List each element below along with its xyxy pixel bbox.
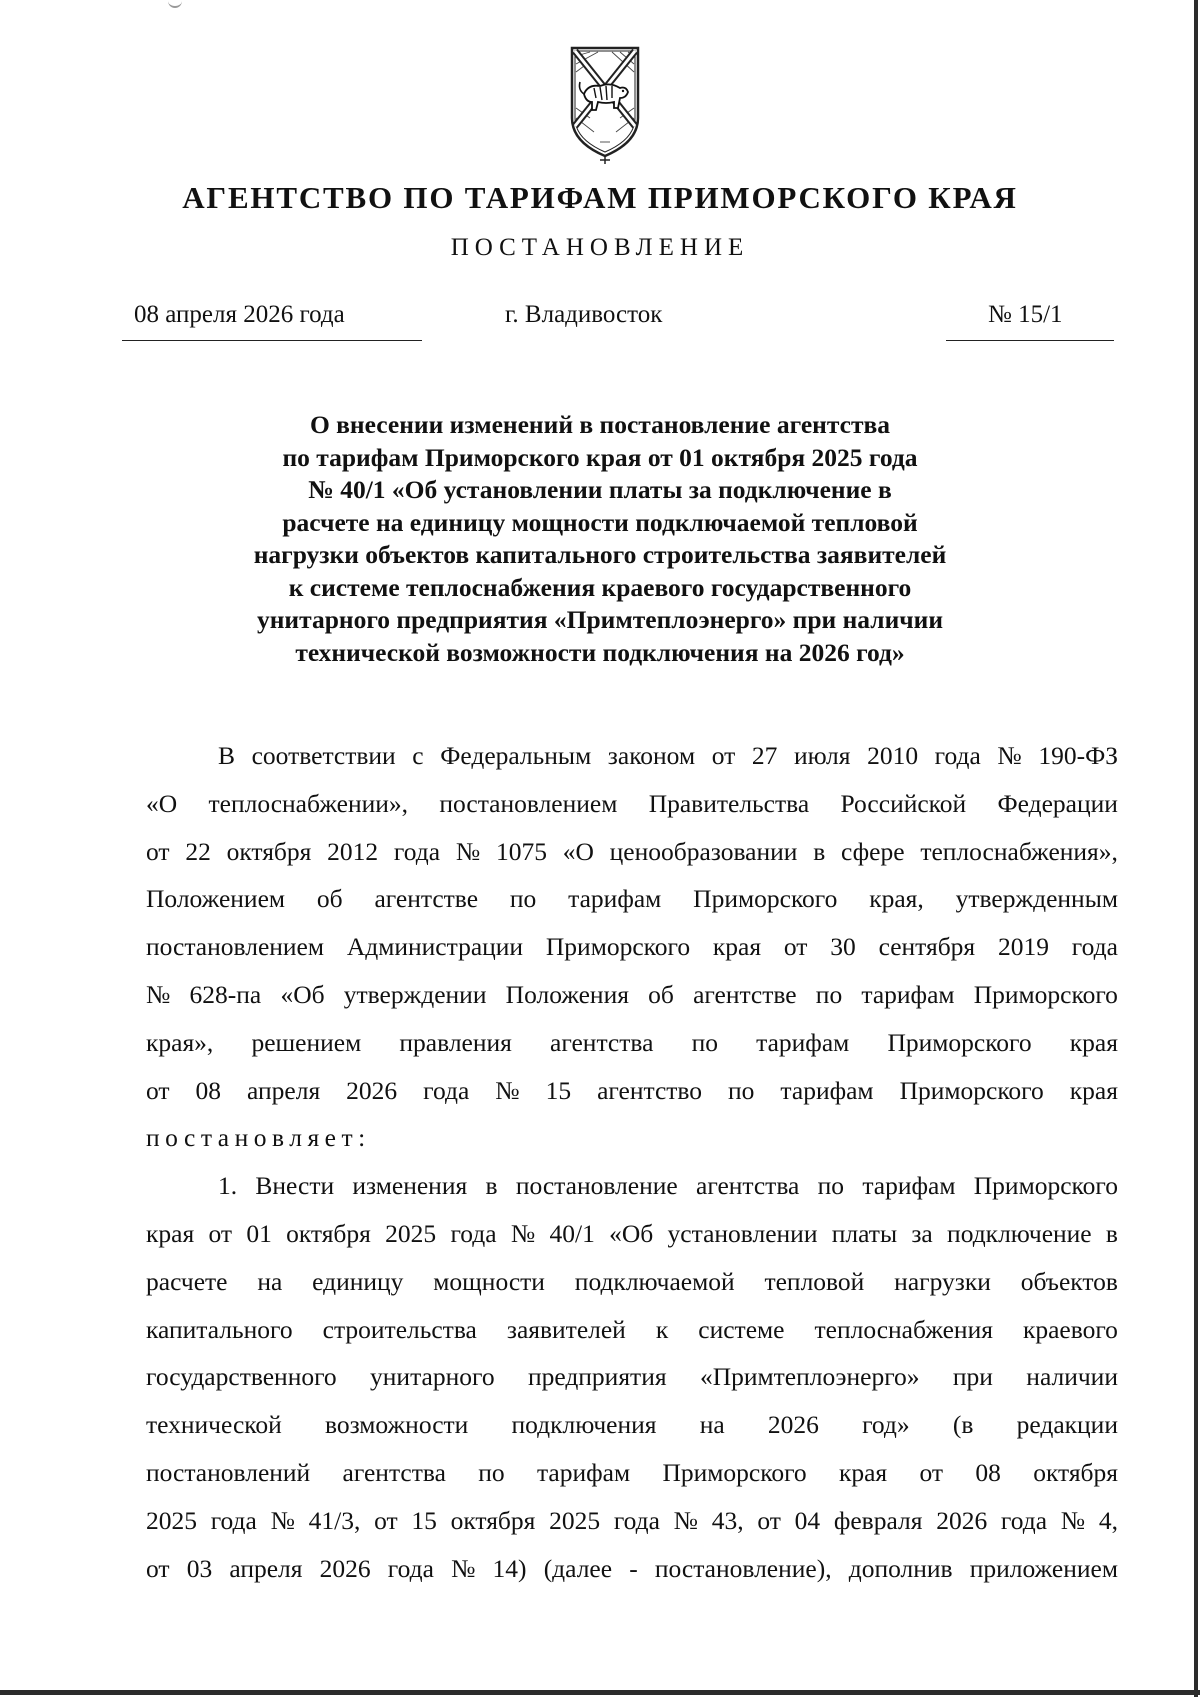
- body-word: края: [712, 932, 762, 962]
- body-word: №: [495, 1075, 520, 1105]
- page-border-bottom: [0, 1690, 1200, 1695]
- body-line: [146, 780, 1118, 828]
- body-line: [146, 732, 1118, 780]
- body-word: постановлением: [146, 932, 325, 962]
- body-word: в: [813, 836, 826, 866]
- body-word: на: [257, 1266, 283, 1296]
- body-word: (далее: [543, 1553, 613, 1583]
- body-word: 01: [246, 1218, 272, 1248]
- body-word: тарифам: [780, 1075, 874, 1105]
- body-word: наличии: [1026, 1362, 1118, 1392]
- body-word: изменения: [352, 1171, 468, 1201]
- body-word: 2026: [319, 1553, 371, 1583]
- body-word: постановлений: [146, 1457, 311, 1487]
- body-word: агентстве: [374, 884, 479, 914]
- body-word: края: [1069, 1075, 1118, 1105]
- body-word: постановление),: [654, 1553, 832, 1583]
- body-word: с: [412, 741, 424, 770]
- body-word: края,: [869, 884, 924, 914]
- body-word: 27: [751, 741, 778, 770]
- subject-line: по тарифам Приморского края от 01 октября 2025 года: [282, 442, 918, 472]
- subject-line: унитарного предприятия «Примтеплоэнерго» при наличии: [256, 605, 944, 634]
- subject-line: технической возможности подключения на 2026 год»: [295, 637, 905, 667]
- body-word: дополнив: [848, 1553, 953, 1583]
- body-word: мощности: [433, 1266, 545, 1296]
- body-word: подключения: [511, 1410, 657, 1440]
- body-word: 15: [411, 1505, 437, 1535]
- body-word: нагрузки: [894, 1266, 991, 1296]
- body-word: года: [387, 1553, 434, 1583]
- body-word: утверждении: [343, 979, 487, 1009]
- body-word: года: [423, 1075, 470, 1105]
- body-word: 2026: [767, 1410, 819, 1440]
- body-word: по: [815, 979, 843, 1009]
- document-city: г. Владивосток: [505, 301, 663, 328]
- body-word: предприятия: [527, 1362, 667, 1392]
- body-word: №: [451, 1553, 476, 1583]
- body-word: 43,: [711, 1505, 744, 1535]
- body-word: тепловой: [764, 1266, 865, 1296]
- body-word: края»,: [146, 1027, 214, 1057]
- body-word: 2026: [936, 1505, 988, 1535]
- document-subject: [180, 409, 1020, 669]
- body-line: [146, 1258, 1118, 1306]
- body-word: постановлением: [439, 788, 618, 818]
- body-word: капитального: [146, 1314, 293, 1344]
- body-word: единицу: [312, 1266, 404, 1296]
- scan-mark: [168, 0, 182, 8]
- body-word: апреля: [229, 1553, 303, 1583]
- body-word: теплоснабжении»,: [208, 788, 409, 818]
- body-word: №: [146, 979, 171, 1009]
- body-word: решением: [251, 1027, 362, 1057]
- body-word: агентство: [597, 1075, 703, 1105]
- body-word: расчете: [146, 1266, 228, 1296]
- body-word: Приморского: [662, 1457, 807, 1487]
- body-word: октября: [1033, 1457, 1118, 1487]
- subject-line: к системе теплоснабжения краевого государственного: [288, 572, 912, 602]
- document-type: ПОСТАНОВЛЕНИЕ: [450, 234, 750, 261]
- body-word: строительства: [322, 1314, 477, 1344]
- body-word: Внести: [255, 1171, 335, 1201]
- body-word: 04: [794, 1505, 821, 1535]
- body-word: 30: [830, 932, 856, 962]
- body-word: В: [218, 741, 236, 770]
- body-word: 1075: [495, 836, 547, 866]
- body-line: [146, 1497, 1118, 1545]
- body-word: по: [817, 1171, 845, 1201]
- body-word: в: [485, 1171, 498, 1201]
- body-word: на: [699, 1410, 725, 1440]
- body-word: Федеральным: [440, 741, 592, 770]
- body-word: заявителей: [506, 1314, 626, 1344]
- body-word: от: [374, 1505, 398, 1535]
- body-word: октября: [286, 1218, 371, 1248]
- body-word: системе: [698, 1314, 785, 1344]
- body-word: Приморского: [887, 1027, 1032, 1057]
- body-word: год»: [862, 1410, 910, 1440]
- body-word: приложением: [969, 1553, 1118, 1583]
- body-word: агентства: [696, 1171, 800, 1201]
- body-word: Положением: [146, 884, 286, 914]
- body-word: 2025: [385, 1218, 437, 1248]
- body-word: в: [1105, 1218, 1118, 1248]
- body-word: технической: [146, 1410, 282, 1440]
- body-word: соответствии: [251, 741, 396, 770]
- body-word: государственного: [146, 1362, 337, 1392]
- body-word: года: [210, 1505, 257, 1535]
- document-date: 08 апреля 2026 года: [134, 301, 345, 328]
- body-line: [146, 1306, 1118, 1354]
- body-word: возможности: [324, 1410, 469, 1440]
- body-word: сентября: [878, 932, 976, 962]
- body-word: агентства: [550, 1027, 654, 1057]
- body-line: [146, 1162, 1118, 1210]
- body-word: от: [146, 1075, 170, 1105]
- body-word: об: [316, 884, 343, 914]
- body-word: 2026: [346, 1075, 398, 1105]
- body-word: №: [673, 1505, 699, 1535]
- body-word: тарифам: [861, 979, 955, 1009]
- body-word: Федерации: [997, 788, 1118, 818]
- body-word: №: [455, 836, 481, 866]
- body-word: законом: [607, 741, 696, 770]
- body-word: года: [1000, 1505, 1048, 1535]
- body-word: Положения: [505, 979, 629, 1009]
- body-word: Приморского: [973, 979, 1118, 1009]
- document-number: № 15/1: [988, 301, 1063, 328]
- body-line: [146, 1449, 1118, 1497]
- body-word: 4,: [1098, 1505, 1118, 1535]
- body-word: 03: [186, 1553, 213, 1583]
- body-word: постановление: [515, 1171, 678, 1201]
- body-word: при: [952, 1362, 993, 1392]
- body-word: апреля: [247, 1075, 321, 1105]
- body-line: [146, 923, 1118, 971]
- body-line: [146, 1353, 1118, 1401]
- body-word: 08: [195, 1075, 222, 1105]
- body-line: [146, 971, 1118, 1019]
- body-word: от: [711, 741, 736, 770]
- body-word: 628-па: [189, 979, 262, 1009]
- body-word: агентства: [342, 1457, 446, 1487]
- body-word: №: [1060, 1505, 1086, 1535]
- body-word: от: [757, 1505, 781, 1535]
- date-underline: [122, 340, 422, 341]
- body-word: об: [648, 979, 674, 1009]
- body-line: [146, 875, 1118, 923]
- body-word: 2012: [327, 836, 379, 866]
- agency-title: АГЕНТСТВО ПО ТАРИФАМ ПРИМОРСКОГО КРАЯ: [182, 180, 1018, 215]
- body-word: Администрации: [346, 932, 524, 962]
- body-word: «Об: [609, 1218, 654, 1248]
- body-word: постановляет:: [146, 1123, 371, 1153]
- body-word: от: [146, 836, 170, 866]
- body-word: 40/1: [549, 1218, 595, 1248]
- coat-of-arms-icon: [570, 46, 640, 166]
- body-word: к: [655, 1314, 669, 1344]
- body-word: 15: [545, 1075, 572, 1105]
- body-word: «Примтеплоэнерго»: [699, 1362, 920, 1392]
- body-word: края: [838, 1457, 888, 1487]
- body-word: теплоснабжения»,: [920, 836, 1118, 866]
- body-word: от: [208, 1218, 233, 1248]
- subject-line: № 40/1 «Об установлении платы за подключение в: [308, 475, 892, 504]
- body-word: -: [629, 1553, 638, 1583]
- body-word: (в: [952, 1410, 974, 1440]
- body-line: [146, 1019, 1118, 1067]
- body-word: 41/3,: [308, 1505, 361, 1535]
- body-word: 22: [185, 836, 211, 866]
- body-word: по: [691, 1027, 718, 1057]
- body-line: [146, 1114, 1118, 1162]
- body-word: года: [934, 741, 981, 770]
- body-word: тарифам: [756, 1027, 850, 1057]
- body-word: 2025: [549, 1505, 601, 1535]
- document-body: [146, 732, 1118, 1592]
- body-word: года: [613, 1505, 660, 1535]
- body-word: №: [997, 741, 1022, 770]
- body-word: «О: [146, 788, 178, 818]
- body-word: по: [509, 884, 537, 914]
- body-word: Правительства: [648, 788, 810, 818]
- body-word: ценообразовании: [609, 836, 798, 866]
- body-word: Российской: [840, 788, 967, 818]
- body-word: теплоснабжения: [814, 1314, 993, 1344]
- body-line: [146, 1401, 1118, 1449]
- body-word: 190-ФЗ: [1038, 741, 1118, 770]
- body-word: края: [1069, 1027, 1118, 1057]
- subject-line: нагрузки объектов капитального строительства заявителей: [253, 540, 947, 569]
- body-word: краевого: [1022, 1314, 1118, 1344]
- body-word: редакции: [1016, 1410, 1118, 1440]
- body-word: унитарного: [370, 1362, 495, 1392]
- body-word: за: [911, 1218, 933, 1248]
- body-word: сфере: [841, 836, 905, 866]
- body-word: агентстве: [693, 979, 797, 1009]
- body-word: 14): [492, 1553, 527, 1583]
- body-word: утвержденным: [955, 884, 1118, 914]
- body-word: №: [510, 1218, 536, 1248]
- body-word: от: [146, 1553, 170, 1583]
- body-word: июля: [793, 741, 851, 770]
- body-word: объектов: [1020, 1266, 1118, 1296]
- body-word: года: [450, 1218, 497, 1248]
- subject-line: О внесении изменений в постановление агентства: [309, 410, 891, 439]
- body-word: тарифам: [568, 884, 662, 914]
- body-word: года: [393, 836, 441, 866]
- body-word: октября: [450, 1505, 536, 1535]
- body-word: Приморского: [693, 884, 838, 914]
- body-line: [146, 828, 1118, 876]
- body-word: тарифам: [862, 1171, 956, 1201]
- body-word: по: [728, 1075, 755, 1105]
- body-word: Приморского: [973, 1171, 1118, 1201]
- body-word: по: [478, 1457, 505, 1487]
- body-word: 08: [975, 1457, 1001, 1487]
- body-word: правления: [399, 1027, 512, 1057]
- body-word: Приморского: [899, 1075, 1044, 1105]
- body-word: подключаемой: [574, 1266, 735, 1296]
- body-word: от: [919, 1457, 944, 1487]
- body-line: [146, 1067, 1118, 1115]
- body-word: платы: [831, 1218, 898, 1248]
- subject-line: расчете на единицу мощности подключаемой тепловой: [282, 507, 918, 537]
- body-word: октября: [226, 836, 312, 866]
- body-line: [146, 1545, 1118, 1593]
- body-word: от: [783, 932, 808, 962]
- body-word: установлении: [667, 1218, 818, 1248]
- body-word: тарифам: [536, 1457, 631, 1487]
- body-word: февраля: [833, 1505, 923, 1535]
- body-word: «О: [562, 836, 594, 866]
- number-underline: [946, 340, 1114, 341]
- body-word: «Об: [280, 979, 325, 1009]
- body-word: №: [270, 1505, 295, 1535]
- body-word: подключение: [947, 1218, 1092, 1248]
- body-word: года: [1071, 932, 1118, 962]
- body-word: 1.: [218, 1171, 238, 1201]
- body-word: 2019: [997, 932, 1049, 962]
- body-word: 2025: [146, 1505, 197, 1535]
- body-word: Приморского: [545, 932, 691, 962]
- body-line: [146, 1210, 1118, 1258]
- body-word: 2010: [867, 741, 919, 770]
- body-word: края: [146, 1218, 195, 1248]
